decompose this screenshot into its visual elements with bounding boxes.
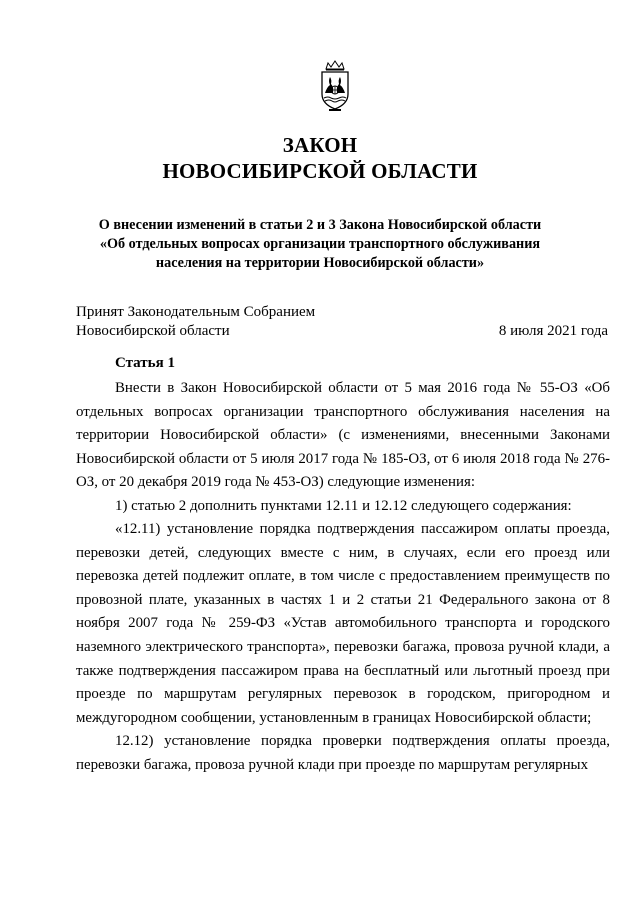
article-paragraph-item-1: 1) статью 2 дополнить пунктами 12.11 и 12.12 следующего содержания: [115, 497, 572, 514]
article-paragraph-intro: Внести в Закон Новосибирской области от 5 мая 2016 года № 55-ОЗ «Об отдельных вопросах организации транспортного обслуживания населения на территории Новосибирской области» (с изменениями, внесенными Законами Новосибирской области от 5 июля 2017 года № 185-ОЗ, от 6 июля 2018 года № 276-ОЗ, от 20 декабря 2019 года № 453-ОЗ) следующие изменения: [76, 380, 610, 491]
adoption-body-line-2: Новосибирской области [76, 323, 230, 339]
law-subject-line-3: населения на территории Новосибирской области» [155, 255, 485, 271]
law-subject-line-1: О внесении изменений в статьи 2 и 3 Закона Новосибирской области [98, 217, 542, 233]
adoption-body-line-1: Принят Законодательным Собранием [76, 304, 316, 320]
article-body [76, 377, 610, 777]
article-paragraph-12-12: 12.12) установление порядка проверки подтверждения оплаты проезда, перевозки багажа, провоза ручной клади при проезде по маршрутам регулярных [76, 733, 610, 773]
law-title: ЗАКОН [282, 133, 358, 157]
law-region-title: НОВОСИБИРСКОЙ ОБЛАСТИ [162, 159, 478, 183]
law-subject-line-2: «Об отдельных вопросах организации транспортного обслуживания [99, 236, 541, 252]
novosibirsk-coat-of-arms-icon [316, 60, 354, 112]
article-heading: Статья 1 [115, 355, 175, 371]
adoption-date: 8 июля 2021 года [498, 323, 608, 339]
article-paragraph-12-11: «12.11) установление порядка подтверждения пассажиром оплаты проезда, перевозки детей, следующих вместе с ним, в случаях, если его проезд или перевозка детей подлежит оплате, в том числе с предоставлением преимуществ по провозной плате, указанных в частях 1 и 2 статьи 21 Федерального закона от 8 ноября 2007 года № 259-ФЗ «Устав автомобильного транспорта и городского наземного электрического транспорта», перевозки багажа, провоза ручной клади, а также подтверждения пассажиром права на бесплатный или льготный проезд при проезде по маршрутам регулярных перевозок в городском, пригородном и междугородном сообщении, установленным в границах Новосибирской области; [76, 521, 610, 726]
